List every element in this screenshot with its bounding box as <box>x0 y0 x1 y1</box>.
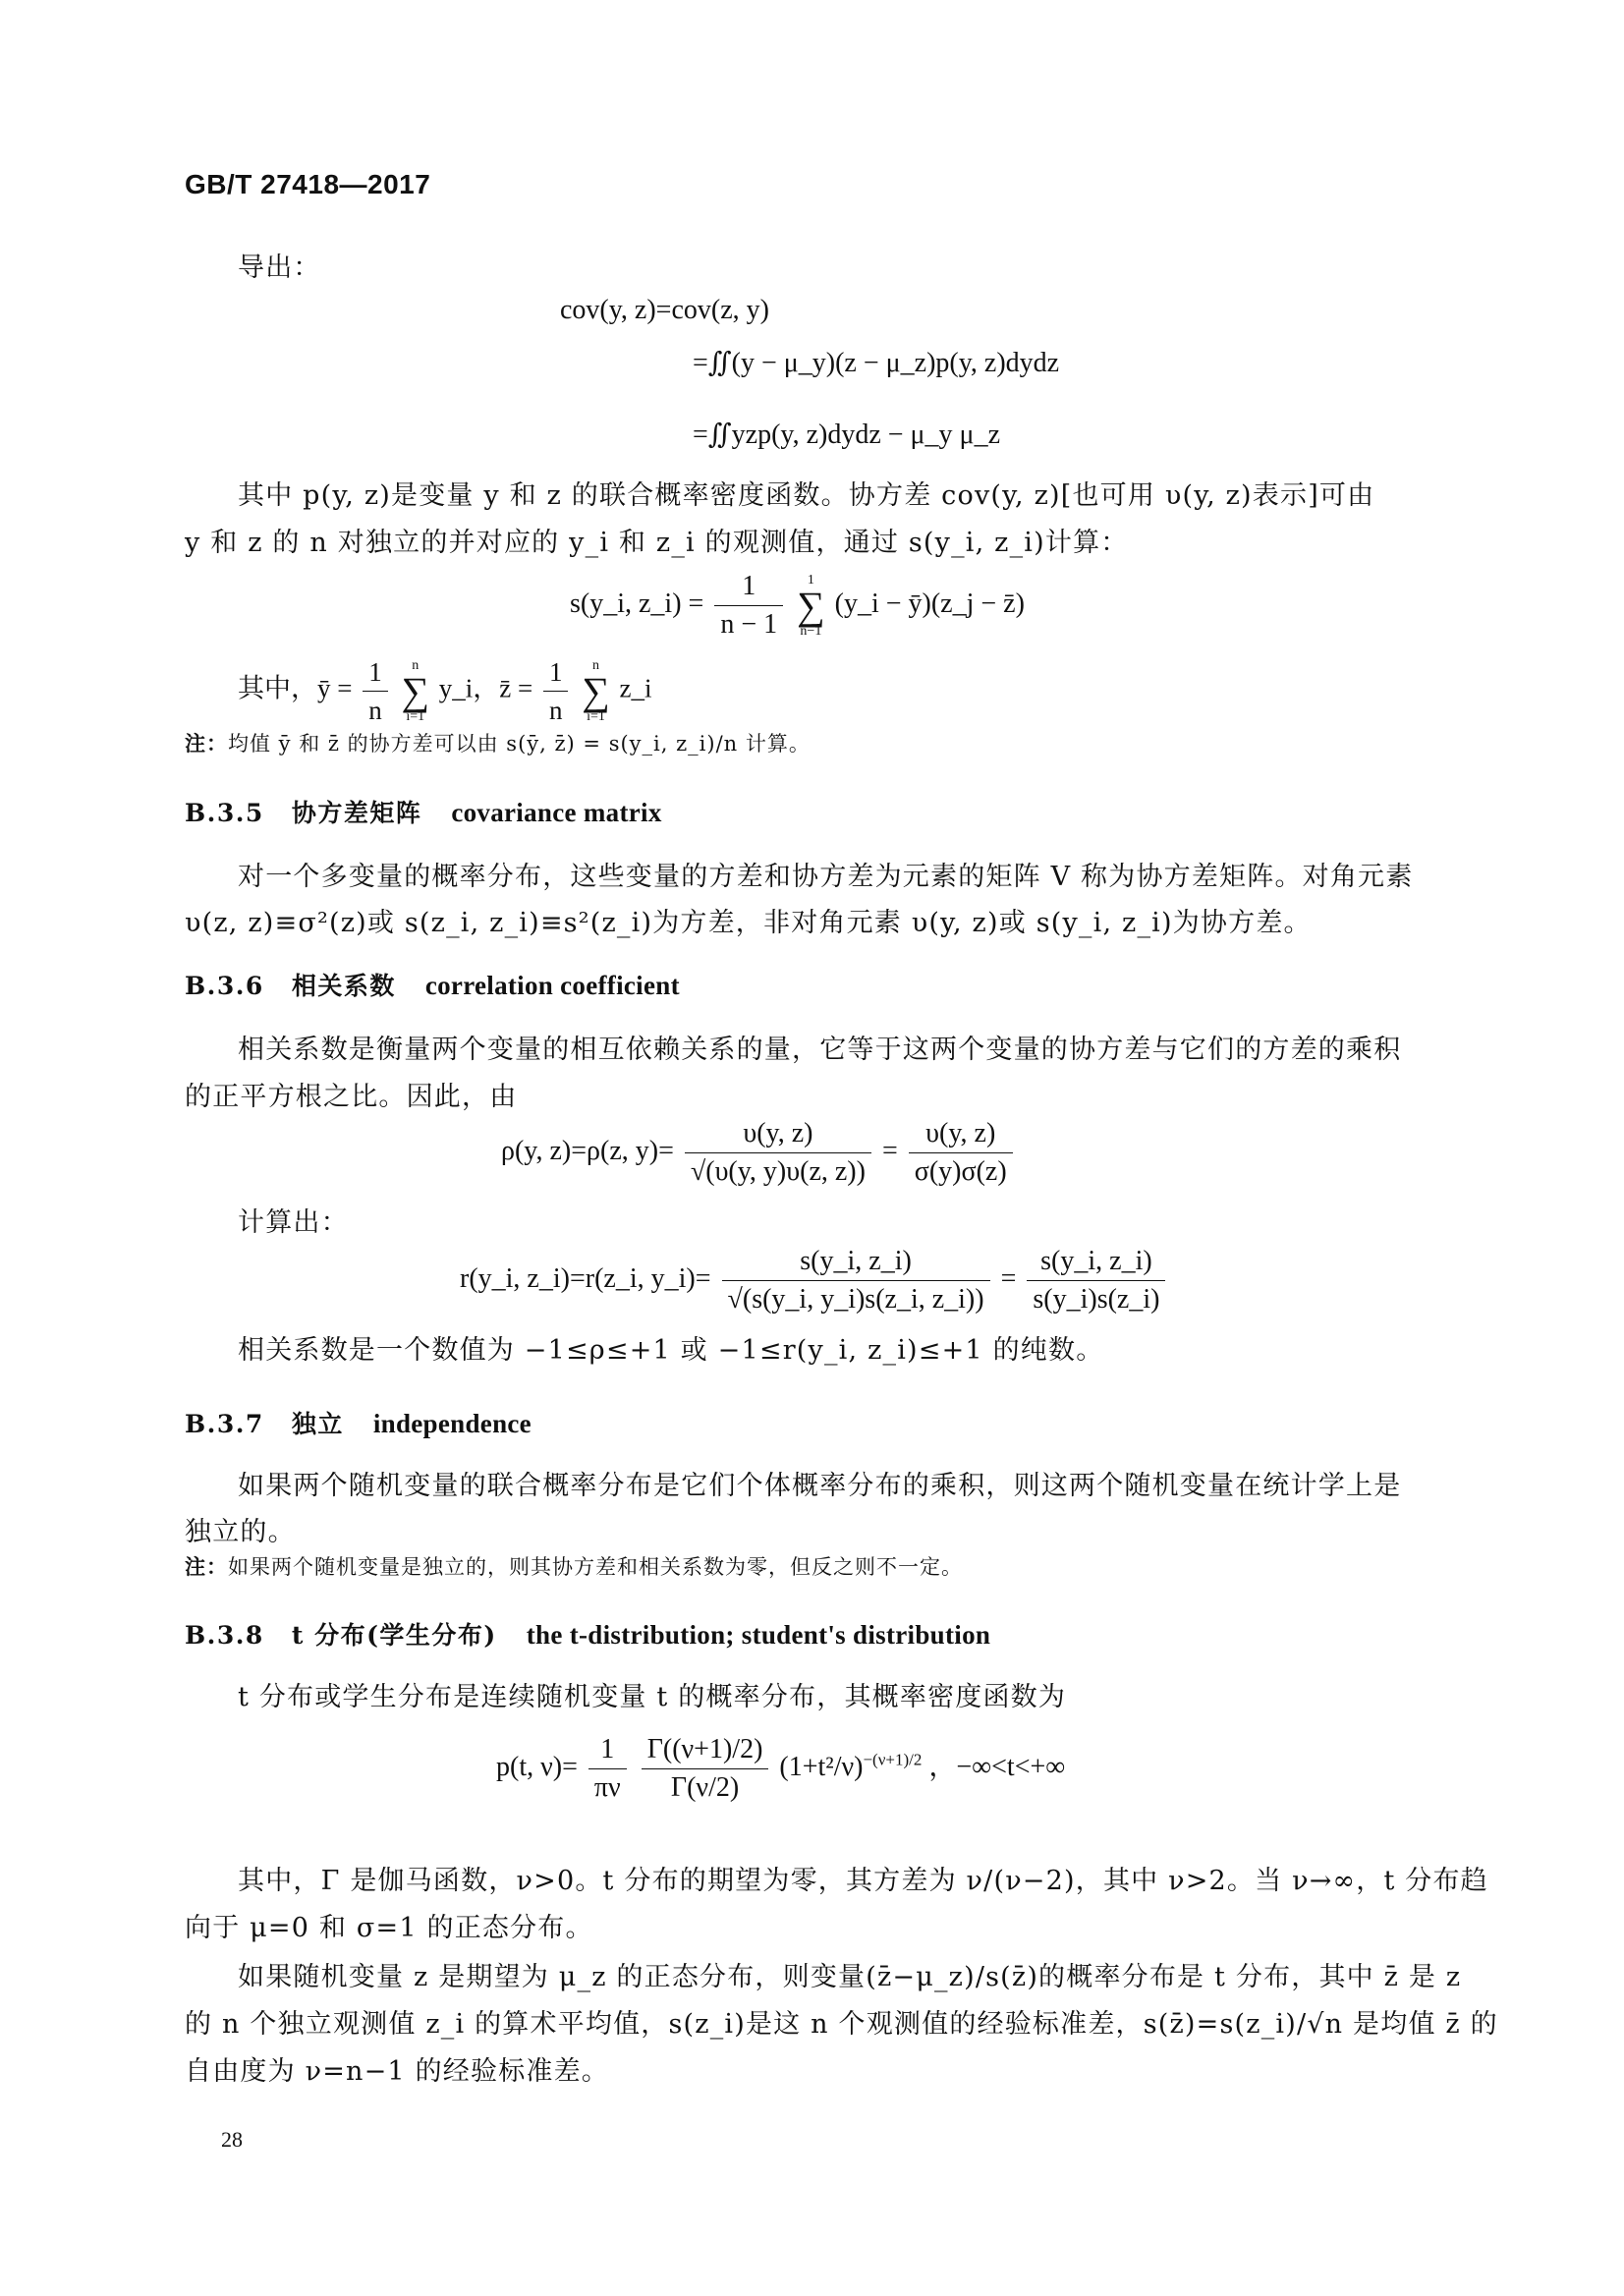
formula-s-frac-den: n − 1 <box>720 609 778 640</box>
section-title-en: the t-distribution; student's distribution <box>526 1620 991 1650</box>
formula-t-lhs: p(t, ν)= <box>496 1751 578 1782</box>
formula-r-lhs: r(y_i, z_i)=r(z_i, y_i)= <box>460 1262 711 1294</box>
formula-rho-f2-den: σ(y)σ(z) <box>914 1156 1007 1187</box>
b38-line6: 自由度为 ν=n−1 的经验标准差。 <box>185 2056 609 2087</box>
b37-line1: 如果两个随机变量的联合概率分布是它们个体概率分布的乘积，则这两个随机变量在统计学上是 <box>238 1471 1402 1501</box>
b35-line2: υ(z, z)≡σ²(z)或 s(z_i, z_i)≡s²(z_i)为方差，非对角元素 υ(y, z)或 s(y_i, z_i)为协方差。 <box>185 908 1312 938</box>
section-heading-b38 <box>185 1616 990 1652</box>
formula-s-sum-top: 1 <box>807 572 814 588</box>
section-heading-b37 <box>185 1405 532 1440</box>
section-title-en: correlation coefficient <box>424 971 680 1000</box>
sigma-icon: ∑ <box>582 668 610 713</box>
intro-label: 导出： <box>238 252 321 283</box>
formula-mean-fraction-2 <box>543 653 569 729</box>
formula-mean-sum2-bot: i=1 <box>587 708 605 724</box>
formula-s-sum <box>797 573 825 640</box>
b38-line3: 向于 μ=0 和 σ=1 的正态分布。 <box>185 1913 593 1943</box>
formula-mean-mid: y_i，z̄ = <box>438 673 533 703</box>
formula-mean <box>238 653 651 729</box>
formula-r-f2-num: s(y_i, z_i) <box>1027 1243 1165 1281</box>
section-title-en: covariance matrix <box>451 798 662 827</box>
formula-mean-sum-bot: i=1 <box>406 708 425 724</box>
formula-r-f1-num: s(y_i, z_i) <box>722 1243 990 1281</box>
formula-t-g-den: Γ(ν/2) <box>670 1772 740 1803</box>
formula-mean-frac2-num: 1 <box>543 653 569 692</box>
section-title-cn: 相关系数 <box>291 972 396 1000</box>
sigma-icon: ∑ <box>401 668 429 713</box>
formula-r-eq: = <box>1000 1262 1017 1294</box>
formula-r <box>460 1243 1169 1318</box>
calc-label: 计算出： <box>238 1207 349 1238</box>
b38-line2: 其中，Γ 是伽马函数，ν>0。t 分布的期望为零，其方差为 ν/(ν−2)，其中 ν>2。当 ν→∞，t 分布趋 <box>238 1866 1488 1896</box>
formula-t-c-num: 1 <box>588 1731 627 1769</box>
formula-rho-lhs: ρ(y, z)=ρ(z, y)= <box>501 1135 674 1166</box>
formula-r-f2-den: s(y_i)s(z_i) <box>1033 1284 1160 1315</box>
standard-code: GB/T 27418—2017 <box>185 169 431 199</box>
formula-t-const-fraction <box>588 1731 627 1807</box>
formula-rho-f1-den: √(υ(y, y)υ(z, z)) <box>690 1156 866 1187</box>
formula-mean-sum <box>401 658 429 725</box>
formula-r-f1-den: √(s(y_i, y_i)s(z_i, z_i)) <box>727 1284 984 1315</box>
note-2-label: 注： <box>185 1554 228 1579</box>
formula-mean-sum2-top: n <box>591 657 599 673</box>
section-number: B.3.7 <box>185 1410 264 1438</box>
formula-cov-line1: cov(y, z)=cov(z, y) <box>560 295 769 325</box>
formula-rho-eq: = <box>881 1135 898 1166</box>
b37-line2: 独立的。 <box>185 1517 296 1547</box>
formula-rho <box>501 1115 1017 1191</box>
section-title-cn: 协方差矩阵 <box>291 799 422 827</box>
formula-mean-fraction <box>363 653 388 729</box>
b38-line5: 的 n 个独立观测值 z_i 的算术平均值，s(z_i)是这 n 个观测值的经验标准差，s(z̄)=s(z_i)/√n 是均值 z̄ 的 <box>185 2009 1498 2040</box>
note-1 <box>185 729 811 758</box>
formula-mean-end: z_i <box>619 673 652 703</box>
section-title-cn: 独立 <box>291 1410 344 1438</box>
formula-cov-line3: =∬yzp(y, z)dydz − μ_y μ_z <box>693 420 1000 450</box>
formula-mean-sum-2 <box>582 658 610 725</box>
formula-t-range: ，−∞<t<+∞ <box>928 1751 1066 1782</box>
formula-s-lhs: s(y_i, z_i) = <box>570 588 704 619</box>
section-heading-b36 <box>185 967 680 1002</box>
formula-t-exponent: −(ν+1)/2 <box>863 1750 923 1769</box>
formula-t <box>496 1731 1065 1807</box>
formula-rho-fraction-1 <box>685 1115 871 1191</box>
section-heading-b35 <box>185 794 662 829</box>
formula-s-sum-bot: n−1 <box>800 623 822 639</box>
formula-mean-sum-top: n <box>412 657 420 673</box>
formula-s <box>570 568 1025 644</box>
b38-line1: t 分布或学生分布是连续随机变量 t 的概率分布，其概率密度函数为 <box>238 1682 1067 1712</box>
formula-t-body: (1+t²/ν) <box>779 1751 864 1782</box>
para1-line1: 其中 p(y, z)是变量 y 和 z 的联合概率密度函数。协方差 cov(y, z)[也可用 υ(y, z)表示]可由 <box>238 480 1375 511</box>
formula-t-c-den: πν <box>593 1772 621 1803</box>
formula-r-fraction-1 <box>722 1243 990 1318</box>
formula-s-frac-num: 1 <box>714 568 783 606</box>
section-title-en: independence <box>372 1409 532 1438</box>
note-1-label: 注： <box>185 731 228 756</box>
b36-line3: 相关系数是一个数值为 −1≤ρ≤+1 或 −1≤r(y_i, z_i)≤+1 的纯数。 <box>238 1335 1104 1366</box>
section-number: B.3.5 <box>185 799 264 827</box>
formula-cov-line2: =∬(y − μ_y)(z − μ_z)p(y, z)dydz <box>693 348 1060 378</box>
section-number: B.3.8 <box>185 1621 264 1650</box>
formula-rho-f2-num: υ(y, z) <box>909 1115 1013 1153</box>
formula-mean-frac-den: n <box>368 696 382 725</box>
b36-line1: 相关系数是衡量两个变量的相互依赖关系的量，它等于这两个变量的协方差与它们的方差的乘积 <box>238 1035 1402 1065</box>
formula-rho-f1-num: υ(y, z) <box>685 1115 871 1153</box>
b35-line1: 对一个多变量的概率分布，这些变量的方差和协方差为元素的矩阵 V 称为协方差矩阵。对角元素 <box>238 862 1414 892</box>
formula-t-g-num: Γ((ν+1)/2) <box>642 1731 769 1769</box>
note-2-text: 如果两个随机变量是独立的，则其协方差和相关系数为零，但反之则不一定。 <box>228 1555 963 1579</box>
b38-line4: 如果随机变量 z 是期望为 μ_z 的正态分布，则变量(z̄−μ_z)/s(z̄)的概率分布是 t 分布，其中 z̄ 是 z <box>238 1962 1462 1992</box>
formula-mean-frac2-den: n <box>548 696 563 725</box>
formula-rho-fraction-2 <box>909 1115 1013 1191</box>
sigma-icon: ∑ <box>797 583 825 628</box>
formula-s-rhs: (y_i − ȳ)(z_j − z̄) <box>834 588 1025 619</box>
section-title-cn: t 分布(学生分布) <box>291 1621 497 1650</box>
b36-line2: 的正平方根之比。因此，由 <box>185 1082 518 1112</box>
section-number: B.3.6 <box>185 972 264 1000</box>
para1-line2: y 和 z 的 n 对独立的并对应的 y_i 和 z_i 的观测值，通过 s(y_i, z_i)计算： <box>185 528 1129 558</box>
formula-t-gamma-fraction <box>642 1731 769 1807</box>
formula-r-fraction-2 <box>1027 1243 1165 1318</box>
formula-mean-prefix: 其中，ȳ = <box>238 673 353 703</box>
formula-s-fraction <box>714 568 783 644</box>
page-number: 28 <box>221 2127 243 2152</box>
formula-mean-frac-num: 1 <box>363 653 388 692</box>
note-1-text: 均值 ȳ 和 z̄ 的协方差可以由 s(ȳ, z̄) = s(y_i, z_i)/n 计算。 <box>228 732 811 756</box>
note-2 <box>185 1552 963 1582</box>
